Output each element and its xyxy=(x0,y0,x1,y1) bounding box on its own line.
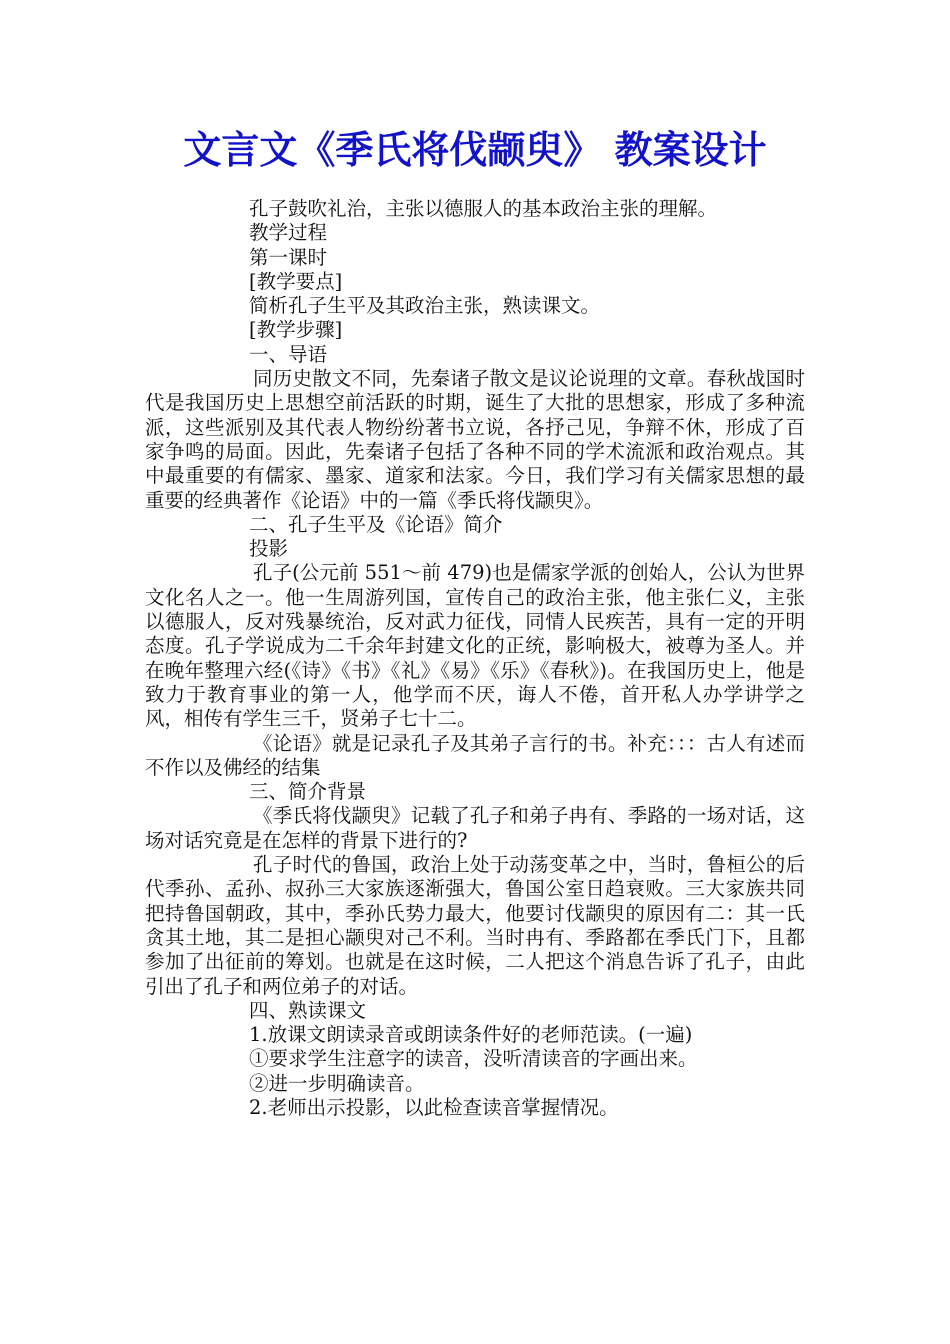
text-line: [教学步骤] xyxy=(249,318,343,342)
text-line: [教学要点] xyxy=(249,269,343,293)
intro-paragraph: 同历史散文不同，先秦诸子散文是议论说理的文章。春秋战国时代是我国历史上思想空前活跃的时期，诞生了大批的思想家，形成了多种流派，这些派别及其代表人物纷纷著书立说，各抒己见，争辩不休，形成了百家争鸣的局面。因此，先秦诸子包括了各种不同的学术流派和政治观点。其中最重要的有儒家、墨家、道家和法家。今日，我们学习有关儒家思想的最重要的经典著作《论语》中的一篇《季氏将伐颛臾》。 xyxy=(145,367,805,512)
confucius-paragraph: 孔子(公元前 551～前 479)也是儒家学派的创始人，公认为世界文化名人之一。他一生周游列国，宣传自己的政治主张，他主张仁义，主张以德服人，反对残暴统治，反对武力征伐，同情人民疾苦，具有一定的开明态度。孔子学说成为二千余年封建文化的正统，影响极大，被尊为圣人。并在晚年整理六经(《诗》《书》《礼》《易》《乐》《春秋》)。在我国历史上，他是致力于教育事业的第一人，他学而不厌，诲人不倦，首开私人办学讲学之风，相传有学生三千，贤弟子七十二。 xyxy=(145,561,805,731)
analects-paragraph: 《论语》就是记录孔子及其弟子言行的书。补充：：：古人有述而不作以及佛经的结集 xyxy=(145,731,805,779)
section-heading: 一、导语 xyxy=(249,342,328,366)
text-line: 1.放课文朗读录音或朗读条件好的老师范读。(一遍) xyxy=(249,1023,693,1047)
text-line: 教学过程 xyxy=(249,221,328,245)
section-heading: 四、熟读课文 xyxy=(249,998,367,1022)
text-line: ①要求学生注意字的读音，没听清读音的字画出来。 xyxy=(249,1047,698,1071)
text-line: 投影 xyxy=(249,537,289,561)
section-heading: 三、简介背景 xyxy=(249,780,367,804)
text-line: 2.老师出示投影，以此检查读音掌握情况。 xyxy=(249,1095,619,1119)
background-paragraph: 《季氏将伐颛臾》记载了孔子和弟子冉有、季路的一场对话，这场对话究竟是在怎样的背景下进行的? xyxy=(145,804,805,852)
text-line: ②进一步明确读音。 xyxy=(249,1071,425,1095)
text-line: 第一课时 xyxy=(249,245,328,269)
text-line: 简析孔子生平及其政治主张，熟读课文。 xyxy=(249,294,601,318)
text-line: 孔子鼓吹礼治，主张以德服人的基本政治主张的理解。 xyxy=(249,197,718,220)
background-paragraph: 孔子时代的鲁国，政治上处于动荡变革之中，当时，鲁桓公的后代季孙、孟孙、叔孙三大家族逐渐强大，鲁国公室日趋衰败。三大家族共同把持鲁国朝政，其中，季孙氏势力最大，他要讨伐颛臾的原因有二：其一氏贪其土地，其二是担心颛臾对己不利。当时冉有、季路都在季氏门下，且都参加了出征前的筹划。也就是在这时候，二人把这个消息告诉了孔子，由此引出了孔子和两位弟子的对话。 xyxy=(145,853,805,998)
section-heading: 二、孔子生平及《论语》简介 xyxy=(249,512,503,536)
document-title: 文言文《季氏将伐颛臾》 教案设计 xyxy=(183,128,767,172)
document-body xyxy=(145,197,805,1120)
